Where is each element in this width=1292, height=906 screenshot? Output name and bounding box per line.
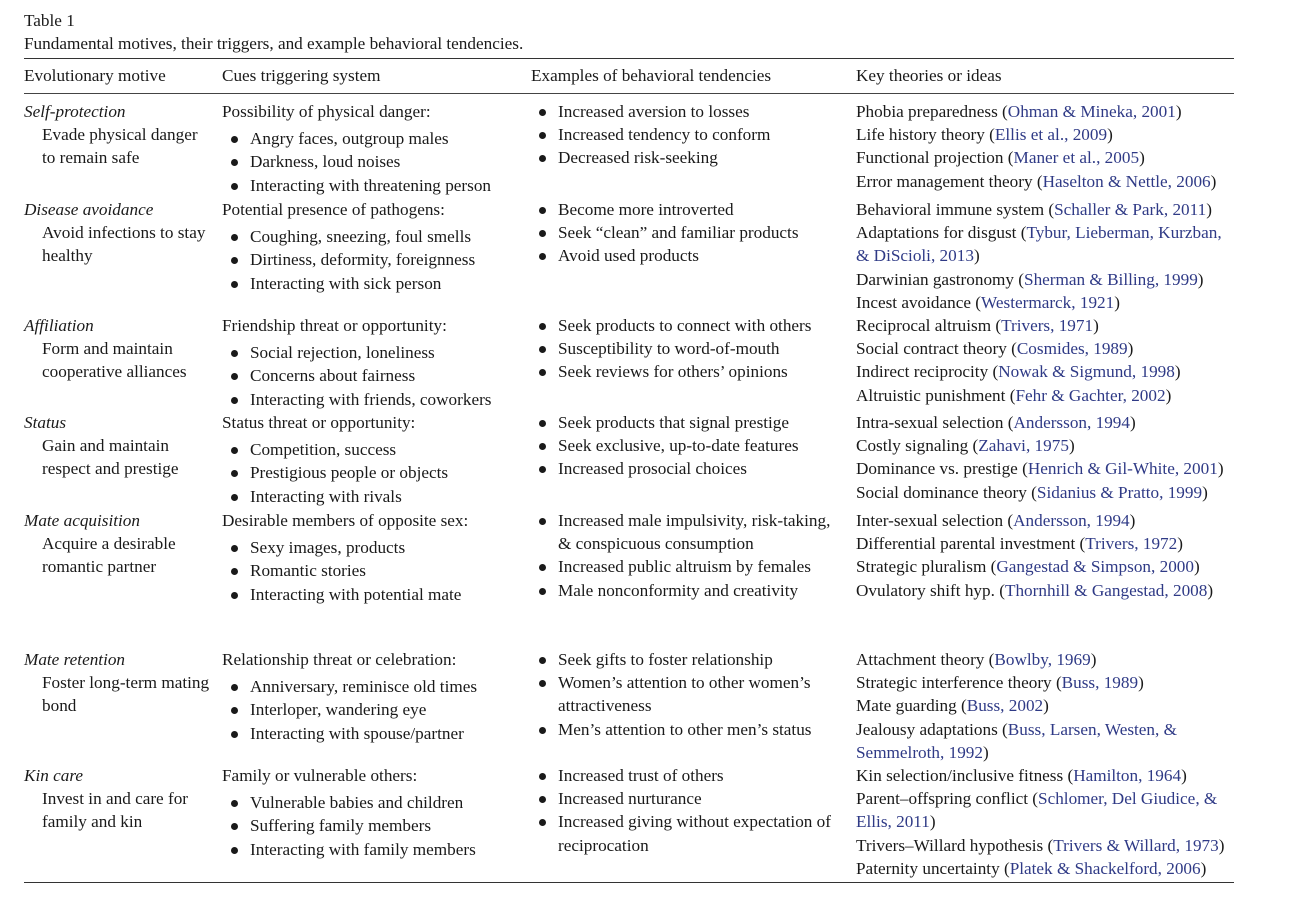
- motive-name: Status: [24, 413, 67, 432]
- example-item: Seek reviews for others’ opinions: [531, 360, 831, 383]
- citation-link[interactable]: Tybur, Lieberman, Kurzban, & DiScioli, 2013: [856, 223, 1222, 266]
- examples-cell: [531, 648, 856, 764]
- motive-name: Kin care: [24, 766, 84, 785]
- theory-close-paren: ): [1197, 269, 1204, 289]
- citation-link[interactable]: Trivers & Willard, 1973: [1053, 835, 1219, 855]
- cues-cell: [222, 648, 531, 764]
- theory-name: Differential parental investment (: [856, 534, 1086, 554]
- examples-cell: [531, 100, 856, 198]
- cues-cell: [222, 100, 531, 198]
- cue-item: Darkness, loud noises: [222, 150, 531, 173]
- cue-list: [222, 536, 531, 606]
- cue-item: Concerns about fairness: [222, 364, 531, 387]
- theory-close-paren: ): [973, 246, 980, 266]
- table-row: [24, 314, 1234, 411]
- cue-item: Dirtiness, deformity, foreignness: [222, 248, 531, 271]
- cue-item: Angry faces, outgroup males: [222, 127, 531, 150]
- theory-name: Strategic interference theory (: [856, 673, 1062, 693]
- theory-close-paren: ): [1181, 766, 1187, 785]
- cues-cell: [222, 509, 531, 648]
- theory-name: Dominance vs. prestige (: [856, 459, 1028, 479]
- theory-close-paren: ): [1107, 125, 1113, 145]
- example-item: Increased public altruism by females: [531, 555, 831, 578]
- examples-cell: [531, 764, 856, 882]
- theory-name: Jealousy adaptations (: [856, 719, 1008, 739]
- cue-item: Interacting with threatening person: [222, 174, 531, 197]
- theory-name: Paternity uncertainty (: [856, 858, 1010, 878]
- theory-close-paren: ): [1217, 459, 1224, 479]
- example-item: Increased giving without expectation of reciprocation: [531, 810, 831, 856]
- example-item: Increased prosocial choices: [531, 457, 831, 480]
- table-row: [24, 198, 1234, 314]
- header-examples: Examples of behavioral tendencies: [531, 66, 772, 86]
- theory-name: Inter-sexual selection (: [856, 511, 1014, 530]
- citation-link[interactable]: Trivers, 1971: [1001, 316, 1094, 335]
- cue-heading: Status threat or opportunity:: [222, 413, 416, 432]
- theory-item: [856, 787, 1236, 833]
- theory-close-paren: ): [1206, 200, 1212, 219]
- theory-close-paren: ): [1129, 511, 1136, 530]
- example-item: Seek products that signal prestige: [531, 411, 831, 434]
- theory-item: [856, 268, 1236, 291]
- cue-heading: Friendship threat or opportunity:: [222, 316, 447, 335]
- theory-close-paren: ): [1177, 534, 1183, 554]
- citation-link[interactable]: Schlomer, Del Giudice, & Ellis, 2011: [856, 789, 1218, 832]
- cue-heading: Relationship threat or celebration:: [222, 650, 457, 669]
- theory-item: [856, 555, 1236, 578]
- theory-close-paren: ): [1210, 171, 1217, 191]
- theory-close-paren: ): [1129, 413, 1136, 432]
- cue-list: [222, 341, 531, 411]
- theory-item: [856, 694, 1236, 717]
- cues-cell: [222, 314, 531, 411]
- motive-cell: [24, 509, 222, 648]
- theory-close-paren: ): [1200, 858, 1207, 878]
- theory-name: Costly signaling (: [856, 436, 979, 456]
- theory-close-paren: ): [1138, 673, 1144, 693]
- table-row: [24, 509, 1234, 648]
- theory-close-paren: ): [1114, 292, 1120, 312]
- cue-item: Vulnerable babies and children: [222, 791, 531, 814]
- example-list: [531, 648, 831, 741]
- motive-name: Disease avoidance: [24, 200, 154, 219]
- theory-item: [856, 291, 1236, 314]
- theory-close-paren: ): [1165, 385, 1172, 405]
- table-caption: Fundamental motives, their triggers, and example behavioral tendencies.: [24, 34, 524, 53]
- theory-item: [856, 532, 1236, 555]
- cue-item: Social rejection, loneliness: [222, 341, 531, 364]
- table-container: [24, 8, 1234, 883]
- theory-item: [856, 384, 1236, 407]
- motive-goal: Foster long-term mating bond: [42, 673, 210, 716]
- theory-item: [856, 509, 1236, 532]
- cue-heading: Potential presence of pathogens:: [222, 200, 445, 219]
- theory-close-paren: ): [1207, 580, 1214, 600]
- example-item: Avoid used products: [531, 244, 831, 267]
- theory-name: Attachment theory (: [856, 650, 995, 669]
- cues-cell: [222, 198, 531, 314]
- theories-cell: [856, 314, 1236, 411]
- example-item: Men’s attention to other men’s status: [531, 718, 831, 741]
- example-item: Seek products to connect with others: [531, 314, 831, 337]
- theory-close-paren: ): [1175, 102, 1182, 121]
- theory-item: [856, 764, 1236, 787]
- cue-item: Interloper, wandering eye: [222, 698, 531, 721]
- citation-link[interactable]: Andersson, 1994: [1013, 413, 1130, 432]
- theory-item: [856, 198, 1236, 221]
- motive-cell: [24, 100, 222, 198]
- header-row: [24, 59, 1234, 93]
- theory-item: [856, 648, 1236, 671]
- cue-list: [222, 225, 531, 295]
- theory-close-paren: ): [1068, 436, 1075, 456]
- examples-cell: [531, 509, 856, 648]
- table-row: [24, 411, 1234, 509]
- citation-link[interactable]: Nowak & Sigmund, 1998: [998, 362, 1175, 382]
- examples-cell: [531, 314, 856, 411]
- theory-item: [856, 579, 1236, 602]
- cues-cell: [222, 764, 531, 882]
- cue-list: [222, 791, 531, 861]
- motive-goal: Form and maintain cooperative alliances: [42, 339, 187, 382]
- example-item: Women’s attention to other women’s attractiveness: [531, 671, 831, 717]
- theory-close-paren: ): [983, 742, 989, 762]
- cue-heading: Possibility of physical danger:: [222, 102, 431, 121]
- motive-cell: [24, 764, 222, 882]
- citation-link[interactable]: Gangestad & Simpson, 2000: [996, 557, 1194, 577]
- motive-cell: [24, 648, 222, 764]
- motive-name: Mate acquisition: [24, 511, 140, 530]
- theory-close-paren: ): [1218, 835, 1225, 855]
- theory-close-paren: ): [1202, 482, 1208, 502]
- citation-link[interactable]: Westermarck, 1921: [981, 292, 1115, 312]
- citation-link[interactable]: Platek & Shackelford, 2006: [1009, 858, 1201, 878]
- theory-name: Behavioral immune system (: [856, 200, 1055, 219]
- theory-item: [856, 123, 1236, 146]
- example-list: [531, 314, 831, 384]
- example-item: Seek “clean” and familiar products: [531, 221, 831, 244]
- theory-name: Mate guarding (: [856, 696, 967, 716]
- theory-item: [856, 221, 1236, 267]
- theory-name: Phobia preparedness (: [856, 102, 1008, 121]
- theory-item: [856, 170, 1236, 193]
- table-label: Table 1: [24, 11, 75, 30]
- example-list: [531, 198, 831, 268]
- citation-link[interactable]: Maner et al., 2005: [1013, 148, 1140, 168]
- theory-item: [856, 457, 1236, 480]
- theory-close-paren: ): [1139, 148, 1145, 168]
- theory-close-paren: ): [1043, 696, 1049, 716]
- cue-list: [222, 127, 531, 197]
- cue-item: Prestigious people or objects: [222, 461, 531, 484]
- citation-link[interactable]: Buss, 1989: [1061, 673, 1139, 693]
- cue-item: Interacting with rivals: [222, 485, 531, 508]
- theories-cell: [856, 764, 1236, 882]
- theory-close-paren: ): [1093, 316, 1099, 335]
- table-row: [24, 764, 1234, 882]
- cue-item: Coughing, sneezing, foul smells: [222, 225, 531, 248]
- example-item: Seek gifts to foster relationship: [531, 648, 831, 671]
- theory-item: [856, 360, 1236, 383]
- example-item: Increased nurturance: [531, 787, 831, 810]
- citation-link[interactable]: Fehr & Gachter, 2002: [1015, 385, 1166, 405]
- citation-link[interactable]: Henrich & Gil-White, 2001: [1027, 459, 1218, 479]
- citation-link[interactable]: Sidanius & Pratto, 1999: [1036, 482, 1203, 502]
- theory-item: [856, 481, 1236, 504]
- example-list: [531, 411, 831, 481]
- cue-item: Suffering family members: [222, 814, 531, 837]
- theories-cell: [856, 509, 1236, 648]
- theory-name: Parent–offspring conflict (: [856, 789, 1039, 809]
- bottom-rule: [24, 882, 1234, 883]
- theory-name: Social dominance theory (: [856, 482, 1037, 502]
- theory-name: Altruistic punishment (: [856, 385, 1016, 405]
- cue-list: [222, 675, 531, 745]
- theory-name: Strategic pluralism (: [856, 557, 997, 577]
- example-item: Increased male impulsivity, risk-taking, & conspicuous consumption: [531, 509, 831, 555]
- theory-item: [856, 718, 1236, 764]
- theory-close-paren: ): [1174, 362, 1181, 382]
- citation-link[interactable]: Zahavi, 1975: [978, 436, 1069, 456]
- theory-item: [856, 834, 1236, 857]
- examples-cell: [531, 411, 856, 509]
- theory-name: Life history theory (: [856, 125, 995, 145]
- motive-goal: Invest in and care for family and kin: [42, 789, 189, 832]
- examples-cell: [531, 198, 856, 314]
- table-row: [24, 100, 1234, 198]
- citation-link[interactable]: Ohman & Mineka, 2001: [1007, 102, 1176, 121]
- citation-link[interactable]: Andersson, 1994: [1013, 511, 1130, 530]
- cue-heading: Family or vulnerable others:: [222, 766, 418, 785]
- motive-goal: Evade physical danger to remain safe: [42, 125, 198, 168]
- motive-goal: Acquire a desirable romantic partner: [42, 534, 176, 577]
- cue-item: Interacting with sick person: [222, 272, 531, 295]
- citation-link[interactable]: Buss, 2002: [966, 696, 1044, 716]
- citation-link[interactable]: Bowlby, 1969: [994, 650, 1091, 669]
- header-motive: Evolutionary motive: [24, 66, 166, 86]
- cue-item: Romantic stories: [222, 559, 531, 582]
- header-cues: Cues triggering system: [222, 66, 381, 86]
- theory-item: [856, 100, 1236, 123]
- cue-item: Interacting with family members: [222, 838, 531, 861]
- motive-cell: [24, 198, 222, 314]
- citation-link[interactable]: Schaller & Park, 2011: [1054, 200, 1207, 219]
- citation-link[interactable]: Buss, Larsen, Westen, & Semmelroth, 1992: [856, 719, 1177, 762]
- example-item: Become more introverted: [531, 198, 831, 221]
- theory-name: Social contract theory (: [856, 339, 1017, 359]
- cue-item: Anniversary, reminisce old times: [222, 675, 531, 698]
- example-item: Increased tendency to conform: [531, 123, 831, 146]
- cues-cell: [222, 411, 531, 509]
- example-item: Decreased risk-seeking: [531, 146, 831, 169]
- citation-link[interactable]: Cosmides, 1989: [1016, 339, 1128, 359]
- theory-item: [856, 671, 1236, 694]
- cue-item: Sexy images, products: [222, 536, 531, 559]
- example-list: [531, 100, 831, 170]
- theory-name: Trivers–Willard hypothesis (: [856, 835, 1054, 855]
- example-item: Susceptibility to word-of-mouth: [531, 337, 831, 360]
- theory-close-paren: ): [1194, 557, 1200, 577]
- theory-item: [856, 434, 1236, 457]
- header-theories: Key theories or ideas: [856, 66, 1002, 86]
- theory-name: Incest avoidance (: [856, 292, 982, 312]
- cue-heading: Desirable members of opposite sex:: [222, 511, 469, 530]
- motive-goal: Avoid infections to stay healthy: [42, 223, 206, 266]
- theory-name: Indirect reciprocity (: [856, 362, 999, 382]
- motive-cell: [24, 411, 222, 509]
- theory-name: Intra-sexual selection (: [856, 413, 1014, 432]
- cue-item: Interacting with spouse/partner: [222, 722, 531, 745]
- theory-name: Kin selection/inclusive fitness (: [856, 766, 1074, 785]
- cue-item: Competition, success: [222, 438, 531, 461]
- theory-name: Adaptations for disgust (: [856, 223, 1027, 243]
- citation-link[interactable]: Trivers, 1972: [1085, 534, 1178, 554]
- cue-item: Interacting with friends, coworkers: [222, 388, 531, 411]
- citation-link[interactable]: Thornhill & Gangestad, 2008: [1004, 580, 1208, 600]
- theory-name: Ovulatory shift hyp. (: [856, 580, 1005, 600]
- theory-item: [856, 857, 1236, 880]
- citation-link[interactable]: Ellis et al., 2009: [994, 125, 1108, 145]
- motive-name: Self-protection: [24, 102, 126, 121]
- theories-cell: [856, 648, 1236, 764]
- example-list: [531, 509, 831, 602]
- cue-list: [222, 438, 531, 508]
- example-item: Increased aversion to losses: [531, 100, 831, 123]
- theories-cell: [856, 411, 1236, 509]
- citation-link[interactable]: Hamilton, 1964: [1073, 766, 1182, 785]
- theory-item: [856, 146, 1236, 169]
- example-item: Increased trust of others: [531, 764, 831, 787]
- theories-cell: [856, 100, 1236, 198]
- motive-cell: [24, 314, 222, 411]
- theory-name: Reciprocal altruism (: [856, 316, 1002, 335]
- theory-name: Darwinian gastronomy (: [856, 269, 1025, 289]
- table-body: [24, 94, 1234, 882]
- theory-item: [856, 314, 1236, 337]
- example-item: Seek exclusive, up-to-date features: [531, 434, 831, 457]
- example-list: [531, 764, 831, 857]
- motive-name: Affiliation: [24, 316, 94, 335]
- theory-item: [856, 411, 1236, 434]
- cue-item: Interacting with potential mate: [222, 583, 531, 606]
- citation-link[interactable]: Sherman & Billing, 1999: [1024, 269, 1198, 289]
- theory-name: Functional projection (: [856, 148, 1014, 168]
- theory-name: Error management theory (: [856, 171, 1043, 191]
- theory-close-paren: ): [1090, 650, 1097, 669]
- table-row: [24, 648, 1234, 764]
- theories-cell: [856, 198, 1236, 314]
- theory-close-paren: ): [929, 812, 936, 832]
- motive-goal: Gain and maintain respect and prestige: [42, 436, 179, 479]
- theory-item: [856, 337, 1236, 360]
- citation-link[interactable]: Haselton & Nettle, 2006: [1042, 171, 1211, 191]
- motive-name: Mate retention: [24, 650, 126, 669]
- example-item: Male nonconformity and creativity: [531, 579, 831, 602]
- theory-close-paren: ): [1127, 339, 1134, 359]
